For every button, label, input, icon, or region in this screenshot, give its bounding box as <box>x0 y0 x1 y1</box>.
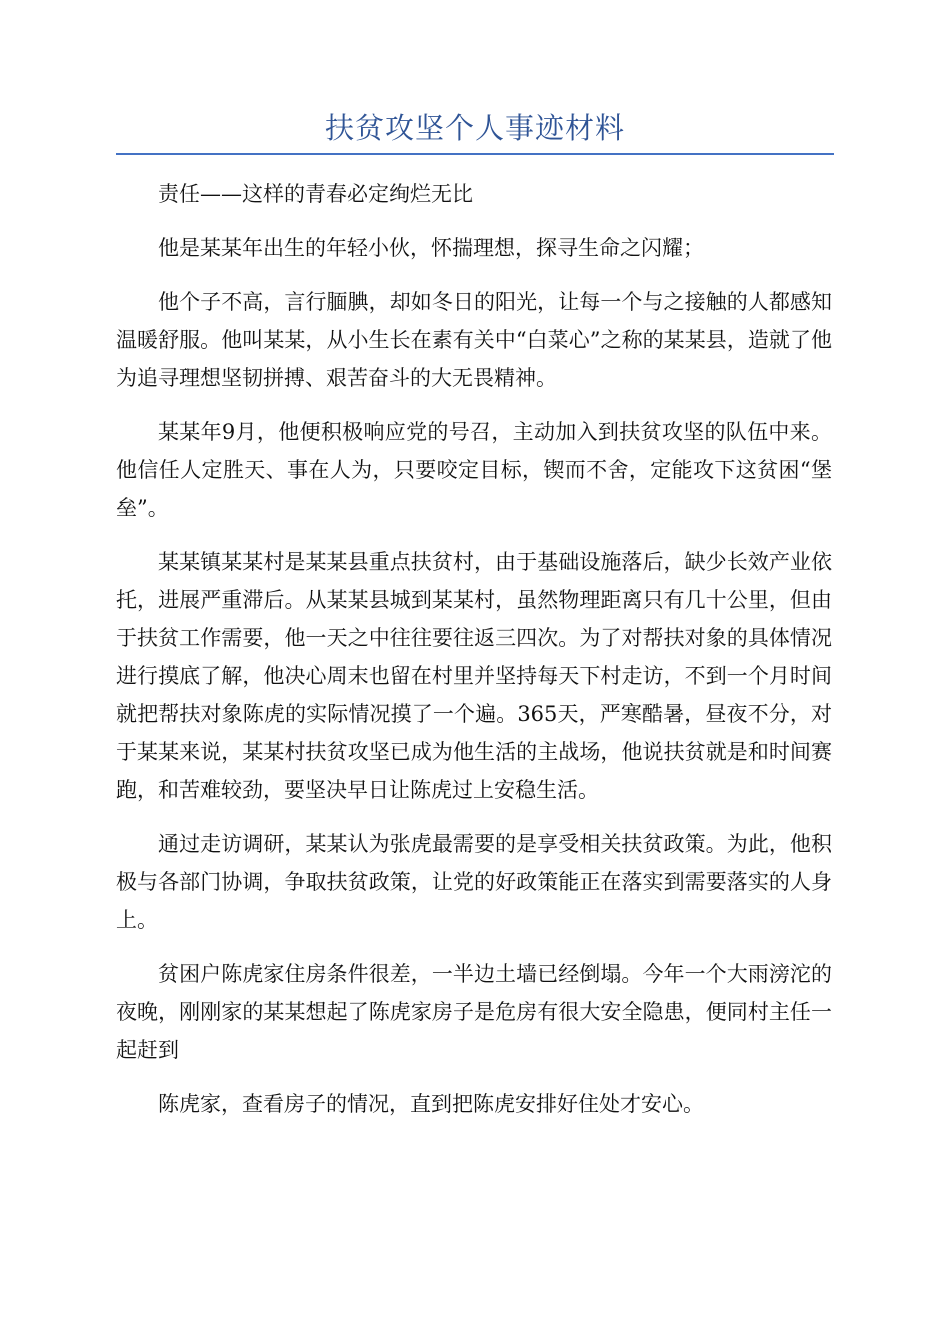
paragraph-closing: 陈虎家，查看房子的情况，直到把陈虎安排好住处才安心。 <box>158 1092 704 1116</box>
paragraph-character: 他个子不高，言行腼腆，却如冬日的阳光，让每一个与之接触的人都感知温暖舒服。他叫某某，从小生长在素有关中“白菜心”之称的某某县，造就了他为追寻理想坚韧拼搏、艰苦奋斗的大无畏精神。 <box>116 290 832 390</box>
document-body <box>116 175 832 1139</box>
paragraph-housing: 贫困户陈虎家住房条件很差，一半边土墙已经倒塌。今年一个大雨滂沱的夜晚，刚刚家的某某想起了陈虎家房子是危房有很大安全隐患，便同村主任一起赶到 <box>116 962 832 1062</box>
paragraph-policy: 通过走访调研，某某认为张虎最需要的是享受相关扶贫政策。为此，他积极与各部门协调，争取扶贫政策，让党的好政策能正在落实到需要落实的人身上。 <box>116 832 832 932</box>
paragraph-intro: 他是某某年出生的年轻小伙，怀揣理想，探寻生命之闪耀； <box>158 236 704 260</box>
paragraph-village-work: 某某镇某某村是某某县重点扶贫村，由于基础设施落后，缺少长效产业依托，进展严重滞后。从某某县城到某某村，虽然物理距离只有几十公里，但由于扶贫工作需要，他一天之中往往要往返三四次。为了对帮扶对象的具体情况进行摸底了解，他决心周末也留在村里并坚持每天下村走访，不到一个月时间就把帮扶对象陈虎的实际情况摸了一个遍。365天，严寒酷暑，昼夜不分，对于某某来说，某某村扶贫攻坚已成为他生活的主战场，他说扶贫就是和时间赛跑，和苦难较劲，要坚决早日让陈虎过上安稳生活。 <box>116 550 832 802</box>
paragraph-joining: 某某年9月，他便积极响应党的号召，主动加入到扶贫攻坚的队伍中来。他信任人定胜天、事在人为，只要咬定目标，锲而不舍，定能攻下这贫困“堡垒”。 <box>116 420 832 520</box>
title-underline <box>116 153 834 155</box>
paragraph-subtitle: 责任——这样的青春必定绚烂无比 <box>158 182 473 206</box>
document-title: 扶贫攻坚个人事迹材料 <box>324 111 625 145</box>
